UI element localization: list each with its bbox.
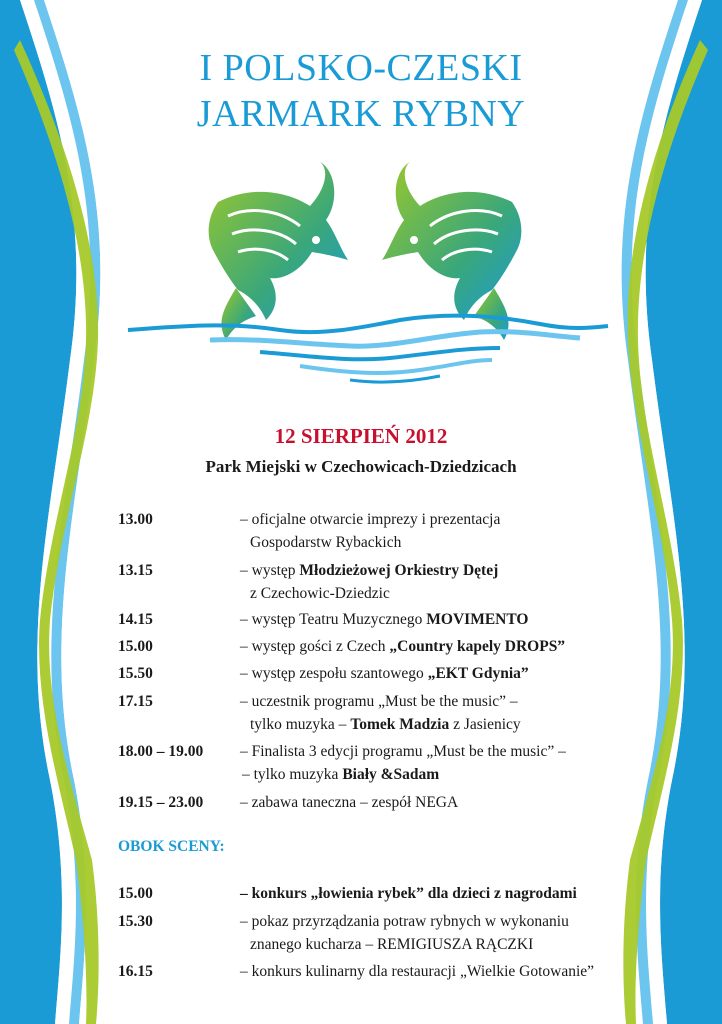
program-time: 15.30 <box>118 913 153 930</box>
program-description-line-2: – tylko muzyka Biały &Sadam <box>242 766 440 783</box>
program-description: – występ zespołu szantowego „EKT Gdynia” <box>240 665 529 682</box>
program-description: – pokaz przyrządzania potraw rybnych w wykonaniu <box>240 913 569 930</box>
program-description: – występ Młodzieżowej Orkiestry Dętej <box>240 562 499 579</box>
program-description: – konkurs „łowienia rybek” dla dzieci z nagrodami <box>240 885 577 902</box>
program-description-line-2: znanego kucharza – REMIGIUSZA RĄCZKI <box>250 936 534 953</box>
program-time: 15.00 <box>118 638 153 655</box>
program-description-line-2: z Czechowic-Dziedzic <box>250 585 390 602</box>
program-description: – oficjalne otwarcie imprezy i prezentacja <box>240 511 501 528</box>
program-time: 13.15 <box>118 562 153 579</box>
program-description: – Finalista 3 edycji programu „Must be the music” – <box>240 743 566 760</box>
water-waves-decoration <box>128 316 608 382</box>
event-venue: Park Miejski w Czechowicach-Dziedzicach <box>205 457 517 476</box>
side-section-heading: OBOK SCENY: <box>118 838 225 855</box>
program-time: 15.00 <box>118 885 153 902</box>
program-time: 13.00 <box>118 511 153 528</box>
program-time: 18.00 – 19.00 <box>118 743 204 760</box>
fish-illustration-left <box>209 162 348 340</box>
fish-illustration-right <box>382 162 521 340</box>
program-description: – konkurs kulinarny dla restauracji „Wielkie Gotowanie” <box>240 963 595 980</box>
program-time: 14.15 <box>118 611 153 628</box>
event-title-line-1: I POLSKO-CZESKI <box>199 47 523 89</box>
event-date: 12 SIERPIEŃ 2012 <box>274 424 448 448</box>
program-time: 17.15 <box>118 693 153 710</box>
program-description: – uczestnik programu „Must be the music” – <box>240 693 518 710</box>
program-time: 16.15 <box>118 963 153 980</box>
program-time: 19.15 – 23.00 <box>118 794 204 811</box>
program-description: – występ gości z Czech „Country kapely DROPS” <box>240 638 566 655</box>
event-title-line-2: JARMARK RYBNY <box>196 93 526 135</box>
fish-illustration <box>120 160 610 390</box>
program-description-line-2: tylko muzyka – Tomek Madzia z Jasienicy <box>250 716 521 733</box>
program-description: – zabawa taneczna – zespół NEGA <box>240 794 459 811</box>
program-description: – występ Teatru Muzycznego MOVIMENTO <box>240 611 529 628</box>
program-description-line-2: Gospodarstw Rybackich <box>250 534 402 551</box>
program-time: 15.50 <box>118 665 153 682</box>
